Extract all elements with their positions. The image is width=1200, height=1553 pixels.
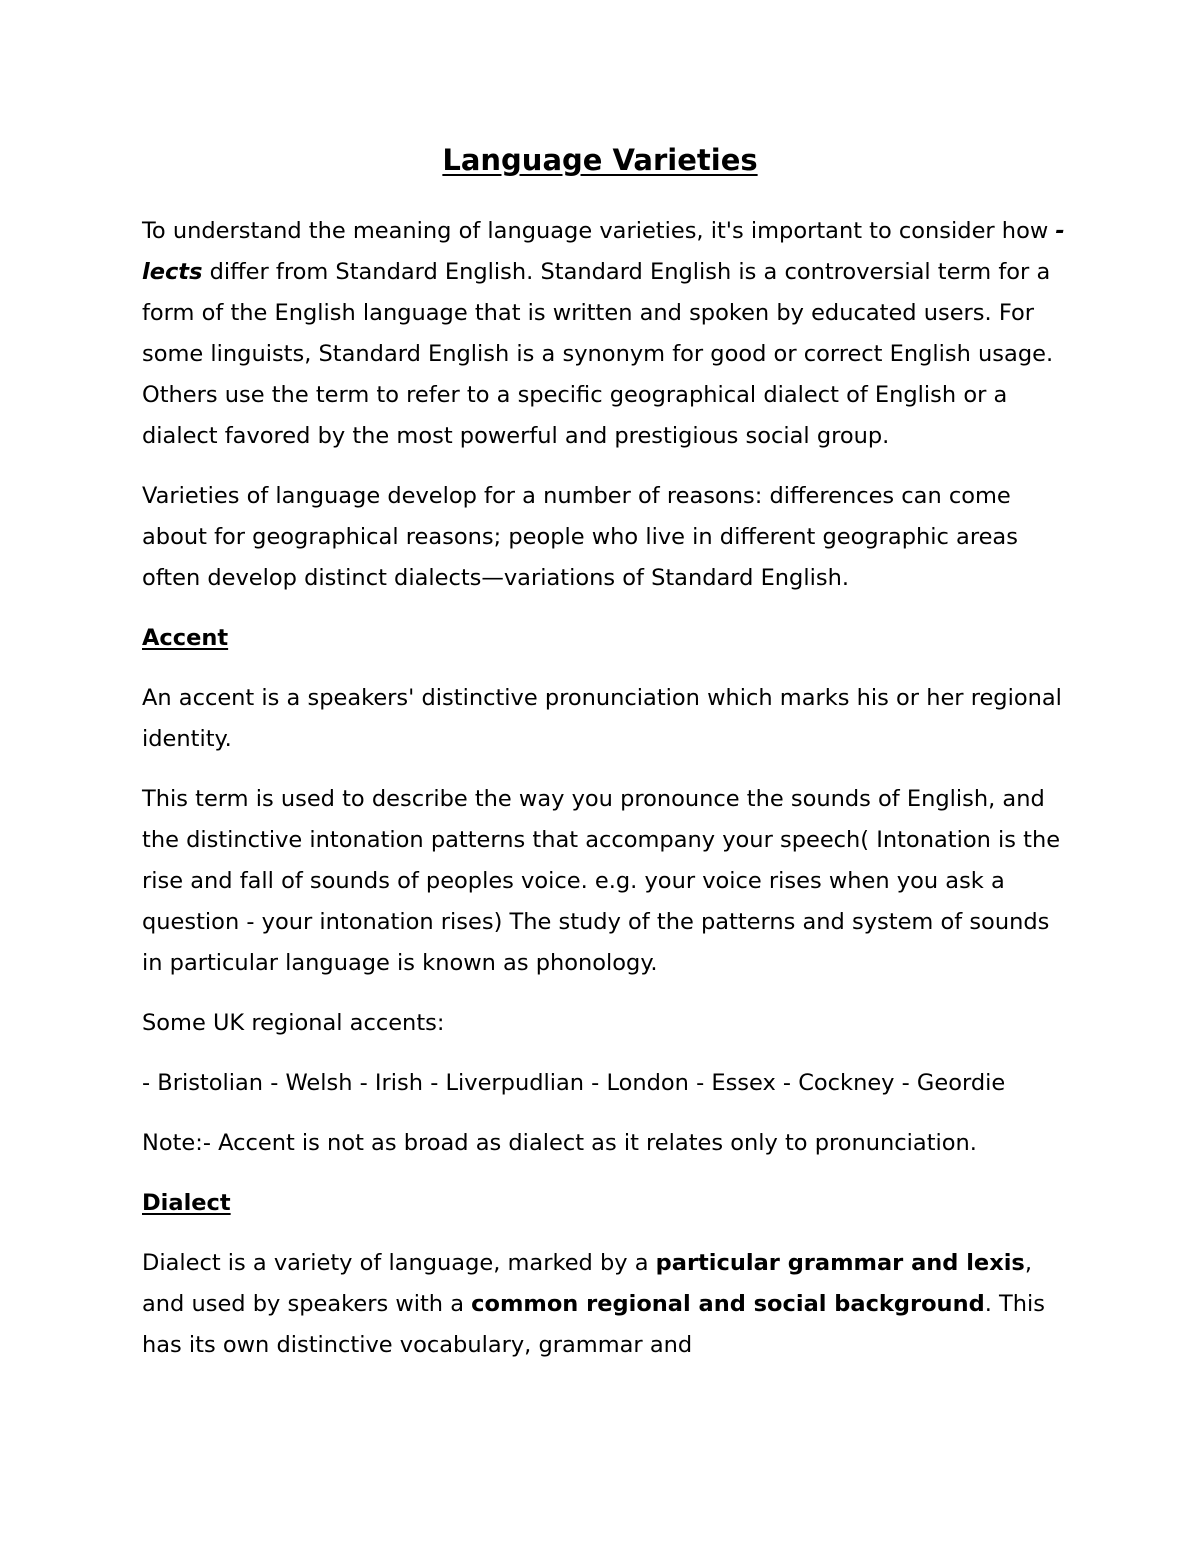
dialect-bold-2: common regional and social background xyxy=(471,1291,985,1317)
dialect-bold-1: particular grammar and lexis xyxy=(655,1250,1025,1276)
accent-description: This term is used to describe the way you pronounce the sounds of English, and the distinctive intonation patterns that accompany your speech( Intonation is the rise and fall of sounds of peoples voice. e.g. your voice rises when you ask a question - your intonation rises) The study of the patterns and system of sounds in particular language is known as phonology. xyxy=(142,786,1061,976)
lects-term: -lects xyxy=(142,218,1065,285)
dialect-heading: Dialect xyxy=(142,1190,231,1216)
accent-definition: An accent is a speakers' distinctive pronunciation which marks his or her regional identity. xyxy=(142,685,1062,752)
document-title: Language Varieties xyxy=(442,143,758,177)
accent-examples-list: - Bristolian - Welsh - Irish - Liverpudlian - London - Essex - Cockney - Geordie xyxy=(142,1070,1006,1096)
dialect-paragraph xyxy=(142,1243,1070,1366)
dialect-text-3: . This has its own distinctive vocabulary, grammar and xyxy=(142,1291,1045,1358)
intro-text-rest: differ from Standard English. Standard English is a controversial term for a form of the English language that is written and spoken by educated users. For some linguists, Standard English is a synonym for good or correct English usage. Others use the term to refer to a specific geographical dialect of English or a dialect favored by the most powerful and prestigious social group. xyxy=(142,259,1054,449)
accent-examples-intro: Some UK regional accents: xyxy=(142,1010,445,1036)
intro-paragraph xyxy=(142,211,1070,457)
intro-text-start: To understand the meaning of language varieties, it's important to consider how xyxy=(142,218,1056,244)
accent-heading: Accent xyxy=(142,625,229,651)
accent-note: Note:- Accent is not as broad as dialect as it relates only to pronunciation. xyxy=(142,1130,977,1156)
varieties-paragraph: Varieties of language develop for a number of reasons: differences can come about for geographical reasons; people who live in different geographic areas often develop distinct dialects—variations of Standard English. xyxy=(142,483,1018,591)
dialect-text-2: , and used by speakers with a xyxy=(142,1250,1032,1317)
dialect-text-1: Dialect is a variety of language, marked by a xyxy=(142,1250,656,1276)
